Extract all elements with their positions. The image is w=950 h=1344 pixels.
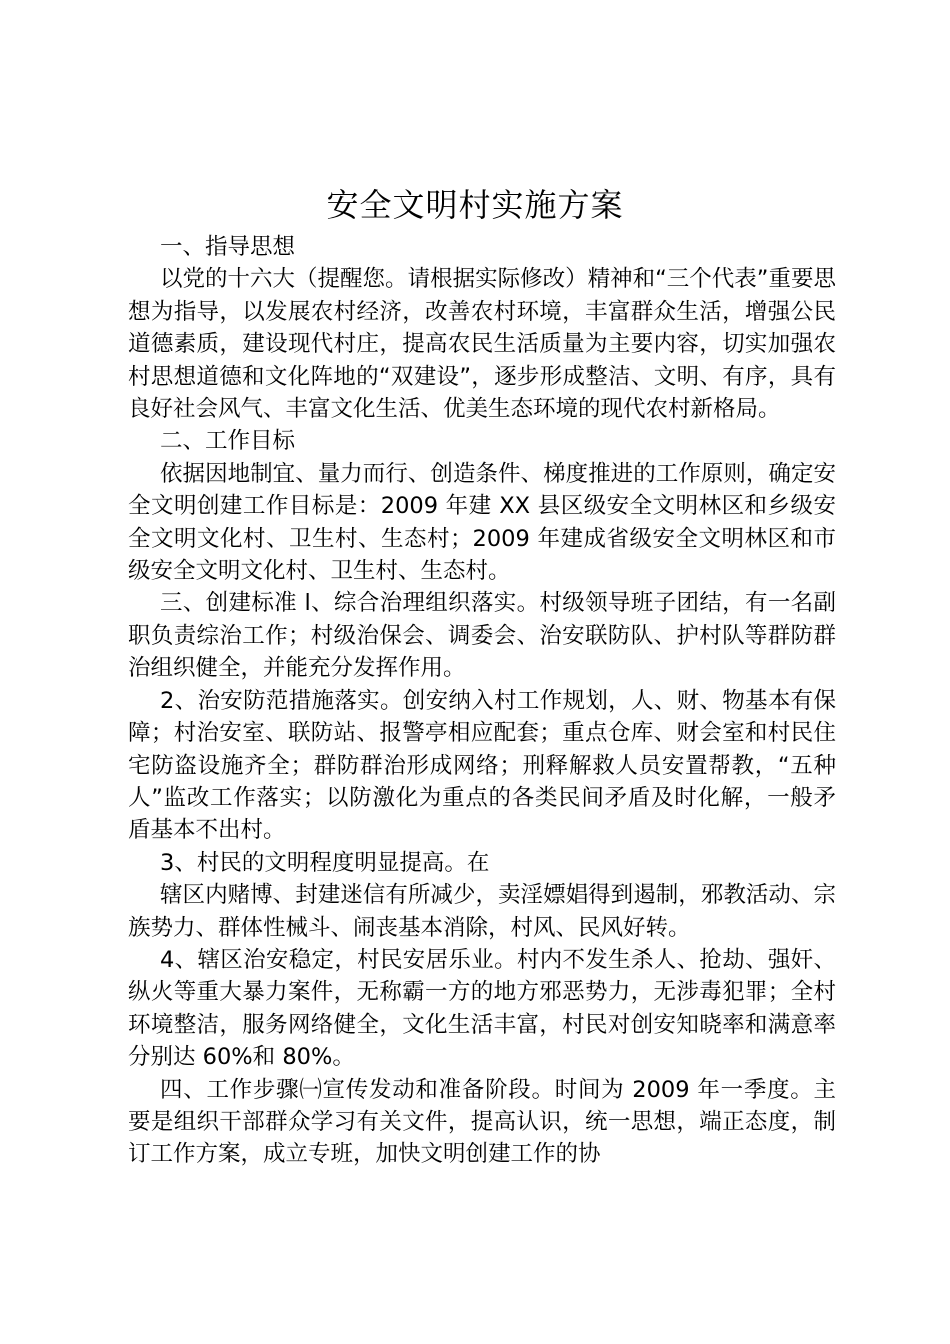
paragraph-standard-1: 三、创建标准 l、综合治理组织落实。村级领导班子团结，有一名副职负责综治工作；村级治保会、调委会、治安联防队、护村队等群防群治组织健全，并能充分发挥作用。 — [128, 590, 836, 682]
paragraph-guiding-ideology: 以党的十六大（提醒您。请根据实际修改）精神和“三个代表”重要思想为指导，以发展农村经济，改善农村环境，丰富群众生活，增强公民道德素质，建设现代村庄，提高农民生活质量为主要内容，切实加强农村思想道德和文化阵地的“双建设”，逐步形成整洁、文明、有序，具有良好社会风气、丰富文化生活、优美生态环境的现代农村新格局。 — [128, 266, 836, 423]
paragraph-standard-2: 2、治安防范措施落实。创安纳入村工作规划，人、财、物基本有保障；村治安室、联防站、报警亭相应配套；重点仓库、财会室和村民住宅防盗设施齐全；群防群治形成网络；刑释解救人员安置帮教，“五种人”监改工作落实；以防激化为重点的各类民间矛盾及时化解，一般矛盾基本不出村。 — [128, 687, 836, 844]
paragraph-work-steps: 四、工作步骤㈠宣传发动和准备阶段。时间为 2009 年一季度。主要是组织干部群众学习有关文件，提高认识，统一思想，端正态度，制订工作方案，成立专班，加快文明创建工作的协 — [128, 1076, 836, 1168]
section-heading-work-goals: 二、工作目标 — [160, 428, 296, 455]
paragraph-work-goals: 依据因地制宜、量力而行、创造条件、梯度推进的工作原则，确定安全文明创建工作目标是：2009 年建 XX 县区级安全文明林区和乡级安全文明文化村、卫生村、生态村；2009 年建成省级安全文明林区和市级安全文明文化村、卫生村、生态村。 — [128, 460, 836, 585]
document-body — [128, 231, 836, 1171]
paragraph-standard-3: 3、村民的文明程度明显提高。在 — [160, 849, 490, 876]
section-heading-guiding-ideology: 一、指导思想 — [160, 234, 296, 260]
paragraph-standard-4: 4、辖区治安稳定，村民安居乐业。村内不发生杀人、抢劫、强奸、纵火等重大暴力案件，无称霸一方的地方邪恶势力，无涉毒犯罪；全村环境整洁，服务网络健全，文化生活丰富，村民对创安知晓率和满意率分别达 60%和 80%。 — [128, 946, 836, 1071]
paragraph-standard-3-continued: 辖区内赌博、封建迷信有所减少，卖淫嫖娼得到遏制，邪教活动、宗族势力、群体性械斗、闹丧基本消除，村风、民风好转。 — [128, 882, 836, 941]
document-title: 安全文明村实施方案 — [326, 186, 624, 224]
